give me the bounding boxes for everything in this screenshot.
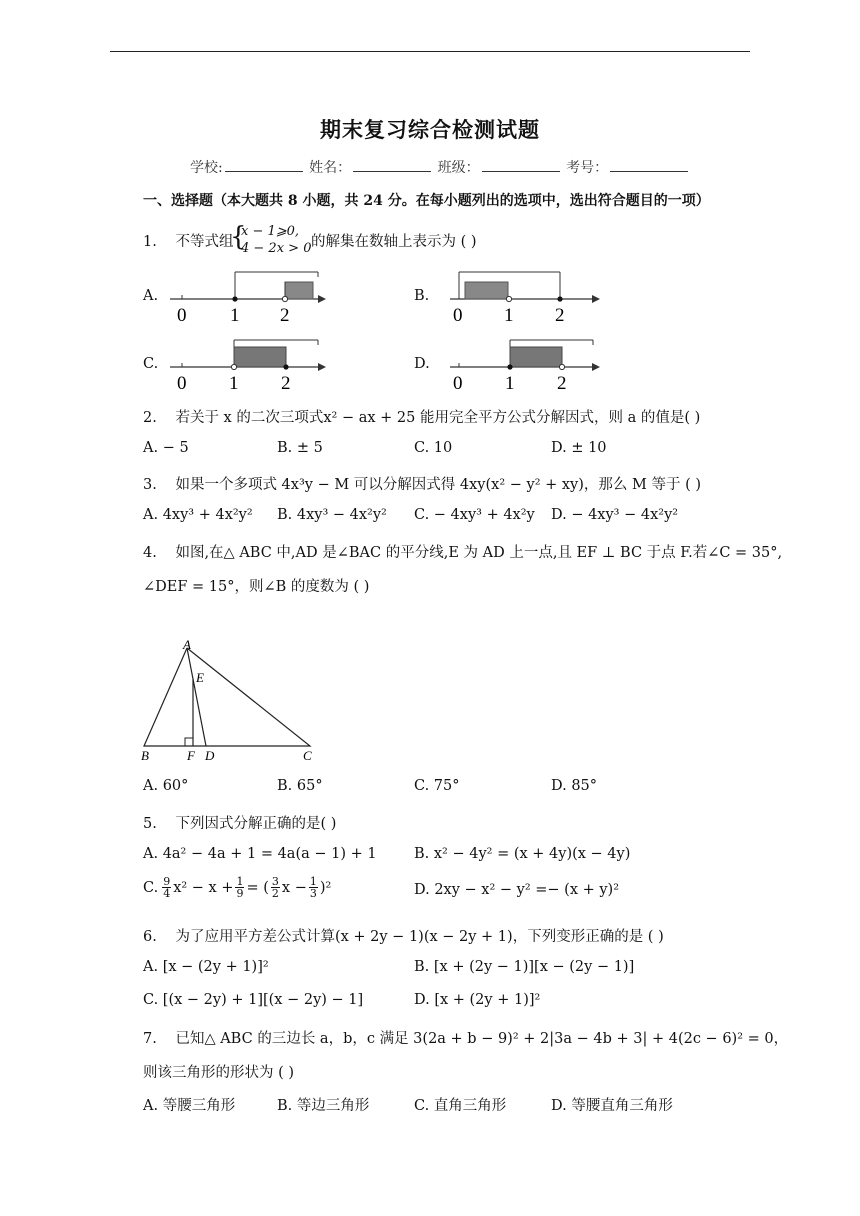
- school-blank[interactable]: [225, 159, 303, 172]
- option-a-label[interactable]: A.: [143, 288, 159, 304]
- inequality-system: [241, 223, 311, 257]
- q4-option-d[interactable]: D. 85°: [551, 778, 598, 794]
- option-c-eq: = (: [246, 879, 269, 896]
- q3-option-d[interactable]: D. − 4xy³ − 4x²y²: [551, 507, 679, 523]
- q4-option-c[interactable]: C. 75°: [414, 778, 460, 794]
- fraction-3-2: [271, 876, 280, 899]
- fraction-numerator: 9: [163, 875, 171, 888]
- number-line-a: [168, 266, 333, 328]
- class-blank[interactable]: [482, 159, 560, 172]
- tick-2: 2: [555, 305, 565, 326]
- option-c-end: )²: [319, 879, 332, 896]
- question-4: [143, 541, 782, 562]
- label-a: A: [183, 640, 191, 652]
- question-5: [143, 812, 336, 833]
- q3-option-c[interactable]: C. − 4xy³ + 4x²y: [414, 507, 535, 523]
- question-number: 1.: [143, 234, 157, 250]
- q3-option-b[interactable]: B. 4xy³ − 4x²y²: [277, 507, 387, 523]
- q2-option-c[interactable]: C. 10: [414, 440, 453, 456]
- label-c: C: [303, 748, 312, 763]
- inequality-line-2: 4 − 2x > 0: [241, 241, 312, 256]
- fraction-denominator: 2: [271, 887, 279, 900]
- q7-option-b[interactable]: B. 等边三角形: [277, 1098, 370, 1114]
- option-d-label[interactable]: D.: [414, 356, 430, 372]
- q5-option-a[interactable]: A. 4a² − 4a + 1 = 4a(a − 1) + 1: [143, 846, 377, 862]
- label-e: E: [196, 670, 204, 685]
- q6-option-b[interactable]: B. [x + (2y − 1)][x − (2y − 1)]: [414, 959, 635, 975]
- fraction-denominator: 9: [236, 887, 244, 900]
- q5-option-b[interactable]: B. x² − 4y² = (x + 4y)(x − 4y): [414, 846, 631, 862]
- question-6: [143, 925, 664, 946]
- label-d: D: [205, 748, 215, 763]
- q7-option-c[interactable]: C. 直角三角形: [414, 1098, 507, 1114]
- tick-0: 0: [177, 305, 187, 326]
- question-number: 5.: [143, 816, 157, 832]
- question-text: 若关于 x 的二次三项式x² − ax + 25 能用完全平方公式分解因式，则 a 的值是( ): [175, 410, 701, 426]
- section-heading: 一、选择题（本大题共 8 小题，共 24 分。在每小题列出的选项中，选出符合题目的一项）: [143, 193, 710, 209]
- question-number: 7.: [143, 1031, 157, 1047]
- question-number: 3.: [143, 477, 157, 493]
- triangle-figure: [138, 640, 328, 764]
- option-c-body: x² − x +: [173, 879, 234, 896]
- q2-option-d[interactable]: D. ± 10: [551, 440, 607, 456]
- fraction-numerator: 3: [271, 875, 279, 888]
- question-text: 如图,在△ ABC 中,AD 是∠BAC 的平分线,E 为 AD 上一点,且 EF ⊥ BC 于点 F.若∠C = 35°,: [175, 545, 783, 561]
- question-2: [143, 406, 700, 427]
- q6-option-a[interactable]: A. [x − (2y + 1)]²: [143, 959, 269, 975]
- fraction-1-9: [235, 876, 244, 899]
- tick-1: 1: [504, 305, 514, 326]
- tick-0: 0: [177, 373, 187, 394]
- q7-option-d[interactable]: D. 等腰直角三角形: [551, 1098, 673, 1114]
- q2-option-b[interactable]: B. ± 5: [277, 440, 323, 456]
- q6-option-c[interactable]: C. [(x − 2y) + 1][(x − 2y) − 1]: [143, 992, 364, 1008]
- number-line-d: [448, 334, 608, 396]
- tick-2: 2: [557, 373, 567, 394]
- question-4-cont: ∠DEF = 15°，则∠B 的度数为 ( ): [143, 579, 370, 595]
- q3-option-a[interactable]: A. 4xy³ + 4x²y²: [143, 507, 253, 523]
- header-rule: [110, 51, 750, 52]
- question-text: 不等式组: [175, 234, 234, 250]
- question-number: 6.: [143, 929, 157, 945]
- system-brace: {: [230, 222, 247, 252]
- name-label: 姓名：: [309, 160, 352, 176]
- fraction-9-4: [162, 876, 171, 899]
- option-b-label[interactable]: B.: [414, 288, 430, 304]
- question-1: [143, 230, 233, 251]
- question-text: 为了应用平方差公式计算(x + 2y − 1)(x − 2y + 1)，下列变形正确的是 ( ): [175, 929, 664, 945]
- question-number: 4.: [143, 545, 157, 561]
- question-text: 如果一个多项式 4x³y − M 可以分解因式得 4xy(x² − y² + xy)，那么 M 等于 ( ): [175, 477, 702, 493]
- question-3: [143, 473, 701, 494]
- fraction-denominator: 4: [163, 887, 171, 900]
- tick-1: 1: [505, 373, 515, 394]
- class-label: 班级：: [437, 160, 480, 176]
- q4-option-a[interactable]: A. 60°: [143, 778, 189, 794]
- question-text: 下列因式分解正确的是( ): [175, 816, 337, 832]
- label-b: B: [141, 748, 149, 763]
- student-info-line: [190, 157, 690, 177]
- tick-1: 1: [229, 373, 239, 394]
- fraction-numerator: 1: [309, 875, 317, 888]
- q4-option-b[interactable]: B. 65°: [277, 778, 323, 794]
- question-7-cont: 则该三角形的形状为 ( ): [143, 1065, 295, 1081]
- tick-2: 2: [281, 373, 291, 394]
- q2-option-a[interactable]: A. − 5: [143, 440, 189, 456]
- tick-0: 0: [453, 305, 463, 326]
- number-line-c: [168, 334, 333, 396]
- q6-option-d[interactable]: D. [x + (2y + 1)]²: [414, 992, 541, 1008]
- question-number: 2.: [143, 410, 157, 426]
- option-c-prefix: C.: [143, 879, 159, 896]
- q5-option-c[interactable]: [143, 876, 331, 899]
- question-text: 已知△ ABC 的三边长 a，b，c 满足 3(2a + b − 9)² + 2|3a − 4b + 3| + 4(2c − 6)² = 0，: [175, 1031, 789, 1047]
- name-blank[interactable]: [353, 159, 431, 172]
- inequality-line-1: x − 1⩾0,: [241, 224, 300, 239]
- fraction-numerator: 1: [236, 875, 244, 888]
- number-line-b: [448, 266, 608, 328]
- number-label: 考号：: [566, 160, 609, 176]
- label-f: F: [187, 748, 195, 763]
- question-7: [143, 1027, 788, 1048]
- tick-0: 0: [453, 373, 463, 394]
- option-c-mid: x −: [281, 879, 307, 896]
- page-title: 期末复习综合检测试题: [320, 117, 540, 142]
- tick-1: 1: [230, 305, 240, 326]
- q5-option-d[interactable]: D. 2xy − x² − y² =− (x + y)²: [414, 882, 620, 898]
- question-text-cont: 的解集在数轴上表示为 ( ): [311, 234, 477, 250]
- school-label: 学校:: [190, 160, 223, 176]
- tick-2: 2: [280, 305, 290, 326]
- option-c-label[interactable]: C.: [143, 356, 159, 372]
- q7-option-a[interactable]: A. 等腰三角形: [143, 1098, 236, 1114]
- fraction-denominator: 3: [309, 887, 317, 900]
- number-blank[interactable]: [610, 159, 688, 172]
- fraction-1-3: [309, 876, 318, 899]
